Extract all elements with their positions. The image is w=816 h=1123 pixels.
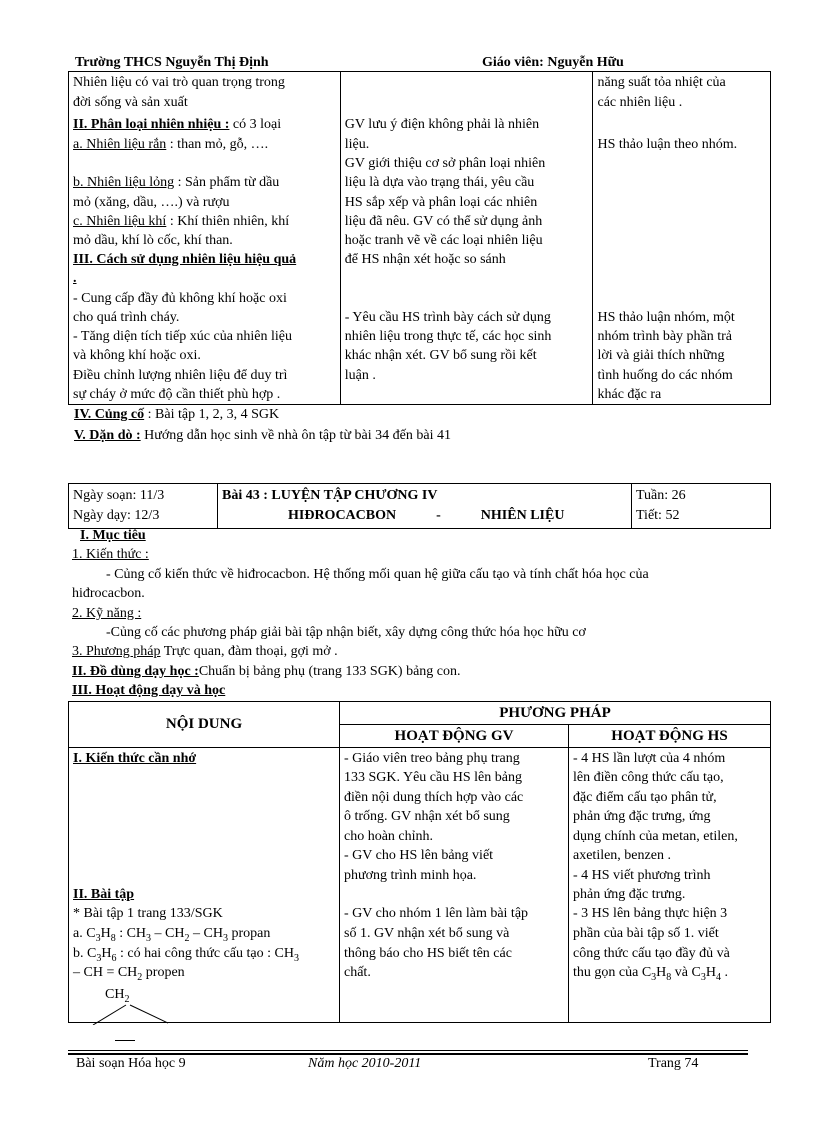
teacher-line: điền nội dung thích hợp vào các bbox=[344, 790, 524, 805]
main-activity-table bbox=[68, 701, 771, 1023]
lesson-title-cell bbox=[218, 484, 632, 529]
week-number: Tuần: 26 bbox=[636, 488, 686, 503]
tools-heading: II. Đồ dùng dạy học : bbox=[72, 664, 199, 679]
footer-rule-top bbox=[68, 1050, 748, 1051]
subsection-label: c. Nhiên liệu khí bbox=[73, 214, 167, 229]
student-line: phản ứng đặc trưng. bbox=[573, 887, 686, 902]
section-heading-dot: . bbox=[73, 271, 77, 286]
ch2-group: $CH_2$ bbox=[105, 987, 130, 1005]
exercise-heading: II. Bài tập bbox=[73, 887, 135, 902]
knowledge-line-1: - Củng cố kiến thức về hiđrocacbon. Hệ thống mối quan hệ giữa cấu tạo và tính chất hóa học của bbox=[106, 567, 649, 582]
main-content-cell bbox=[69, 748, 340, 1023]
consolidation-label: IV. Củng cố bbox=[74, 407, 145, 422]
student-line: lên điền công thức cấu tạo, bbox=[573, 770, 724, 785]
lesson-subtitle-2: NHIÊN LIỆU bbox=[480, 508, 565, 523]
student-line: công thức cấu tạo đầy đủ và bbox=[573, 946, 730, 961]
student-line: thu gọn của $C_3H_8$ và $C_3H_4$ . bbox=[573, 965, 728, 983]
formula-text: propen bbox=[142, 965, 185, 980]
teacher-line: HS sắp xếp và phân loại các nhiên bbox=[344, 195, 538, 210]
student-line: axetilen, benzen . bbox=[573, 848, 671, 863]
homework-label: V. Dặn dò : bbox=[74, 428, 141, 443]
lesson-title: Bài 43 : LUYỆN TẬP CHƯƠNG IV bbox=[222, 488, 438, 503]
knowledge-line-2: hiđrocacbon. bbox=[72, 586, 145, 601]
column-content-header: NỘI DUNG bbox=[69, 702, 340, 748]
subsection-label: b. Nhiên liệu lỏng bbox=[73, 175, 175, 190]
teacher-name: Giáo viên: Nguyễn Hữu bbox=[482, 55, 624, 70]
content-line: và không khí hoặc oxi. bbox=[73, 348, 201, 363]
teacher-line: luận . bbox=[344, 368, 376, 383]
formula-text: – CH = CH bbox=[73, 965, 138, 980]
teacher-line: GV lưu ý điện không phải là nhiên bbox=[344, 117, 540, 132]
content-line: đời sống và sản xuất bbox=[73, 95, 188, 110]
lesson-info-box bbox=[68, 483, 771, 529]
student-line: lời và giải thích những bbox=[597, 348, 725, 363]
student-line: các nhiên liệu . bbox=[597, 95, 683, 110]
content-line: Điều chỉnh lượng nhiên liệu để duy trì bbox=[73, 368, 288, 383]
column-teacher-header: HOẠT ĐỘNG GV bbox=[340, 725, 569, 748]
teacher-line: GV giới thiệu cơ sở phân loại nhiên bbox=[344, 156, 546, 171]
content-line: sự cháy ở mức độ cần thiết phù hợp . bbox=[73, 387, 281, 402]
top-student-cell bbox=[593, 72, 771, 405]
knowledge-heading: 1. Kiến thức : bbox=[72, 547, 149, 562]
teacher-line: ô trống. GV nhận xét bổ sung bbox=[344, 809, 510, 824]
objectives-heading: I. Mục tiêu bbox=[80, 528, 146, 543]
footer-page: Trang 74 bbox=[648, 1056, 699, 1071]
footer-center: Năm học 2010-2011 bbox=[308, 1056, 422, 1071]
exercise-1b: b. $C_3H_6$ : có hai công thức cấu tạo : $CH_3$ bbox=[73, 946, 299, 964]
teacher-line: - Giáo viên treo bảng phụ trang bbox=[344, 751, 520, 766]
teacher-line: cho hoàn chỉnh. bbox=[344, 829, 434, 844]
teacher-line: liệu là dựa vào trạng thái, yêu cầu bbox=[344, 175, 535, 190]
content-line: : than mỏ, gỗ, …. bbox=[166, 137, 269, 152]
teacher-line: - GV cho nhóm 1 lên làm bài tập bbox=[344, 906, 529, 921]
student-line: - 4 HS viết phương trình bbox=[573, 868, 711, 883]
student-line: năng suất tỏa nhiệt của bbox=[597, 75, 726, 90]
top-activity-table bbox=[68, 71, 771, 405]
student-line: đặc điểm cấu tạo phân tử, bbox=[573, 790, 717, 805]
content-line: cho quá trình cháy. bbox=[73, 310, 180, 325]
student-line: - 4 HS lần lượt của 4 nhóm bbox=[573, 751, 726, 766]
consolidation-text: : Bài tập 1, 2, 3, 4 SGK bbox=[144, 407, 280, 422]
teacher-line: 133 SGK. Yêu cầu HS lên bảng bbox=[344, 770, 522, 785]
content-line: mỏ dầu, khí lò cốc, khí than. bbox=[73, 233, 233, 248]
knowledge-review-heading: I. Kiến thức cần nhớ bbox=[73, 751, 197, 766]
content-line: - Tăng diện tích tiếp xúc của nhiên liệu bbox=[73, 329, 293, 344]
student-line: - 3 HS lên bảng thực hiện 3 bbox=[573, 906, 728, 921]
date-taught: Ngày dạy: 12/3 bbox=[73, 508, 160, 523]
content-line: có 3 loại bbox=[229, 117, 282, 132]
formula-text: CH bbox=[105, 987, 125, 1002]
footer-rule-bottom bbox=[68, 1053, 748, 1055]
teacher-line: số 1. GV nhận xét bổ sung và bbox=[344, 926, 510, 941]
content-line: - Cung cấp đầy đủ không khí hoặc oxi bbox=[73, 291, 287, 306]
content-line: : Khí thiên nhiên, khí bbox=[166, 214, 290, 229]
teacher-line: thông báo cho HS biết tên các bbox=[344, 946, 512, 961]
lesson-dates bbox=[69, 484, 218, 529]
student-line: phần của bài tập số 1. viết bbox=[573, 926, 719, 941]
footer-left: Bài soạn Hóa học 9 bbox=[76, 1056, 186, 1071]
tools bbox=[72, 664, 461, 680]
lesson-subtitle-separator: - bbox=[436, 508, 441, 523]
student-line: nhóm trình bày phần trả bbox=[597, 329, 733, 344]
teacher-line: chất. bbox=[344, 965, 371, 980]
main-student-cell bbox=[569, 748, 771, 1023]
activities-heading: III. Hoạt động dạy và học bbox=[72, 683, 226, 698]
bond-lines bbox=[88, 1003, 168, 1025]
period-number: Tiết: 52 bbox=[636, 508, 680, 523]
teacher-line: hoặc tranh vẽ về các loại nhiên liệu bbox=[344, 233, 543, 248]
exercise-1b-line2: – CH = $CH_2$ propen bbox=[73, 965, 185, 983]
exercise-1-title: * Bài tập 1 trang 133/SGK bbox=[73, 906, 223, 921]
method-heading: 3. Phương pháp bbox=[72, 644, 161, 659]
student-line: dụng chính của metan, etilen, bbox=[573, 829, 738, 844]
stray-dash bbox=[115, 1040, 135, 1041]
school-name: Trường THCS Nguyễn Thị Định bbox=[75, 55, 269, 70]
lesson-subtitle-1: HIĐROCACBON bbox=[288, 508, 397, 523]
formula-text: thu gọn của C bbox=[573, 965, 652, 980]
formula-text: và C bbox=[671, 965, 701, 980]
top-content-cell bbox=[69, 72, 341, 405]
teacher-line: để HS nhận xét hoặc so sánh bbox=[344, 252, 506, 267]
section-heading: III. Cách sử dụng nhiên liệu hiệu quả bbox=[73, 252, 297, 267]
student-line: tình huống do các nhóm bbox=[597, 368, 733, 383]
exercise-1a: a. $C_3H_8$ : $CH_3 - CH_2 - CH_3$ propan bbox=[73, 926, 271, 944]
skills-line: -Củng cố các phương pháp giải bài tập nhận biết, xây dựng công thức hóa học hữu cơ bbox=[106, 625, 586, 640]
homework-text: Hướng dẫn học sinh về nhà ôn tập từ bài 34 đến bài 41 bbox=[140, 428, 451, 443]
column-student-header: HOẠT ĐỘNG HS bbox=[569, 725, 771, 748]
content-line: : Sản phẩm từ dầu bbox=[174, 175, 280, 190]
formula-text: a. C bbox=[73, 926, 96, 941]
student-line: HS thảo luận theo nhóm. bbox=[597, 137, 738, 152]
date-prepared: Ngày soạn: 11/3 bbox=[73, 488, 165, 503]
formula-text: b. C bbox=[73, 946, 97, 961]
consolidation bbox=[74, 407, 279, 423]
formula-text: : CH bbox=[115, 926, 147, 941]
teacher-line: - GV cho HS lên bảng viết bbox=[344, 848, 494, 863]
teacher-line: phương trình minh họa. bbox=[344, 868, 477, 883]
teacher-line: khác nhận xét. GV bổ sung rồi kết bbox=[344, 348, 537, 363]
method-text: Trực quan, đàm thoại, gợi mở . bbox=[160, 644, 338, 659]
formula-text: : có hai công thức cấu tạo : CH bbox=[116, 946, 294, 961]
section-heading: II. Phân loại nhiên nhiệu : bbox=[73, 117, 230, 132]
homework bbox=[74, 428, 451, 444]
top-teacher-cell bbox=[340, 72, 593, 405]
teacher-line: - Yêu cầu HS trình bày cách sử dụng bbox=[344, 310, 551, 325]
student-line: HS thảo luận nhóm, một bbox=[597, 310, 735, 325]
formula-text: propan bbox=[227, 926, 271, 941]
column-method-header: PHƯƠNG PHÁP bbox=[340, 702, 771, 725]
lesson-schedule bbox=[632, 484, 771, 529]
subsection-label: a. Nhiên liệu rắn bbox=[73, 137, 167, 152]
content-line: mỏ (xăng, dầu, ….) và rượu bbox=[73, 195, 230, 210]
skills-heading: 2. Kỹ năng : bbox=[72, 606, 142, 621]
tools-text: Chuẩn bị bảng phụ (trang 133 SGK) bảng con. bbox=[198, 664, 461, 679]
method bbox=[72, 644, 338, 660]
teacher-line: liệu đã nêu. GV có thể sử dụng ảnh bbox=[344, 214, 543, 229]
teacher-line: liệu. bbox=[344, 137, 370, 152]
content-line: Nhiên liệu có vai trò quan trọng trong bbox=[73, 75, 285, 90]
student-line: phản ứng đặc trưng, ứng bbox=[573, 809, 711, 824]
formula-text: . bbox=[720, 965, 728, 980]
main-teacher-cell bbox=[340, 748, 569, 1023]
teacher-line: nhiên liệu trong thực tế, các học sinh bbox=[344, 329, 552, 344]
student-line: khác đặc ra bbox=[597, 387, 662, 402]
